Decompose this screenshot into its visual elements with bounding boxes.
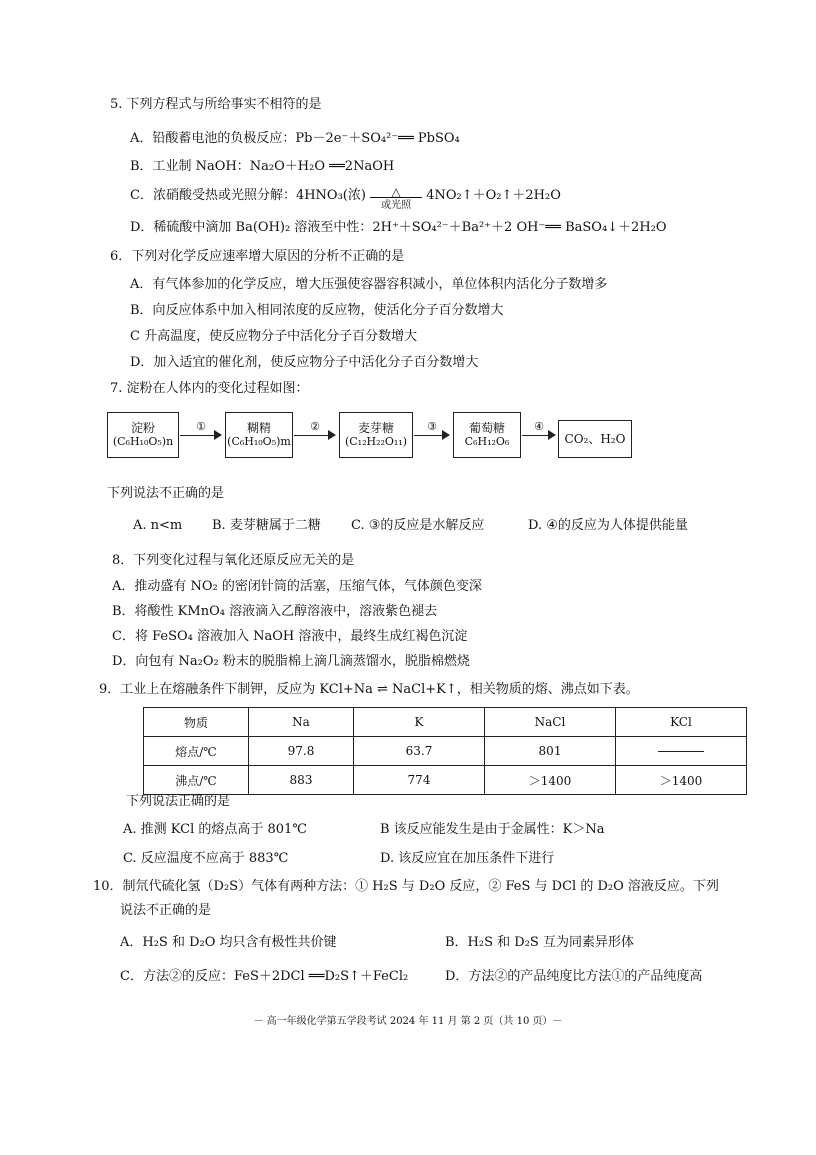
q5-option-c-products: 4NO₂↑＋O₂↑＋2H₂O [426,188,561,203]
table-row [144,737,747,766]
step-label: ① [196,420,206,433]
table-cell-blank [616,737,747,766]
flow-box-name: 麦芽糖 [357,421,394,435]
arrow-shaft [414,435,444,436]
page-footer: － 高一年级化学第五学段考试 2024 年 11 月 第 2 页（共 10 页）－ [253,1016,563,1027]
arrow-shaft [180,435,216,436]
arrow-shaft [522,435,550,436]
q7-option-a: A. n<m [133,518,183,533]
q10-option-c: C．方法②的反应：FeS＋2DCl ══D₂S↑＋FeCl₂ [120,969,409,984]
q5-option-d: D．稀硫酸中滴加 Ba(OH)₂ 溶液至中性：2H⁺＋SO₄²⁻＋Ba²⁺＋2 OH⁻══ BaSO₄↓＋2H₂O [130,220,667,235]
arrow-head-icon [442,430,450,440]
q9-option-c: C. 反应温度不应高于 883℃ [123,851,289,866]
q9-data-table [143,707,747,795]
q9-sub: 下列说法正确的是 [126,794,231,809]
q6-option-a: A．有气体参加的化学反应，增大压强使容器容积减小，单位体积内活化分子数增多 [130,277,608,292]
q10-option-d: D．方法②的产品纯度比方法①的产品纯度高 [445,969,703,984]
table-cell: 801 [485,737,616,766]
q9-option-d: D. 该反应宜在加压条件下进行 [380,851,555,866]
table-cell: 熔点/℃ [144,737,249,766]
table-cell: 97.8 [249,737,354,766]
q6-option-b: B．向反应体系中加入相同浓度的反应物，使活化分子百分数增大 [130,303,504,318]
table-cell: 63.7 [354,737,485,766]
flow-box-formula: (C₆H₁₀O₅)n [112,435,174,448]
table-cell: 沸点/℃ [144,766,249,795]
flow-box-name: 葡萄糖 [468,421,505,435]
table-header-cell: 物质 [144,708,249,737]
q9-stem: 9．工业上在熔融条件下制钾，反应为 KCl+Na ⇌ NaCl+K↑，相关物质的熔、沸点如下表。 [99,682,639,697]
arrow-head-icon [328,430,336,440]
flow-box-formula: C₆H₁₂O₆ [464,435,510,448]
heat-symbol: △ [391,185,401,199]
flow-box-formula: (C₆H₁₀O₅)m [227,435,291,448]
q6-option-c: C 升高温度，使反应物分子中活化分子百分数增大 [130,329,418,344]
table-row [144,766,747,795]
table-cell: ＞1400 [485,766,616,795]
step-label: ④ [534,420,544,433]
q7-option-d: D. ④的反应为人体提供能量 [528,518,688,533]
flow-arrow-4 [522,421,556,445]
flow-box-products [558,420,632,458]
table-header-cell: K [354,708,485,737]
q5-option-a: A．铅酸蓄电池的负极反应：Pb－2e⁻＋SO₄²⁻══ PbSO₄ [130,131,460,146]
arrow-head-icon [214,430,222,440]
arrow-shaft [294,435,330,436]
q5-option-b: B．工业制 NaOH：Na₂O＋H₂O ══2NaOH [130,159,395,174]
q7-option-c: C. ③的反应是水解反应 [351,518,485,533]
light-condition: 或光照 [381,200,412,211]
q9-option-a: A. 推测 KCl 的熔点高于 801℃ [123,822,307,837]
flow-arrow-1 [180,421,222,445]
q9-option-b: B 该反应能发生是由于金属性：K＞Na [380,822,605,837]
flow-arrow-3 [414,421,450,445]
flow-box-name: 糊精 [246,421,271,435]
table-cell: 774 [354,766,485,795]
q5-option-c [130,185,561,211]
q7-stem: 7. 淀粉在人体内的变化过程如图： [110,381,309,396]
step-label: ② [310,420,320,433]
table-header-cell: KCl [616,708,747,737]
flow-box-formula: CO₂、H₂O [564,432,626,446]
table-header-cell: Na [249,708,354,737]
flow-arrow-2 [294,421,336,445]
q10-stem: 10．制氘代硫化氢（D₂S）气体有两种方法：① H₂S 与 D₂O 反应，② FeS 与 DCl 的 D₂O 溶液反应。下列 [93,879,719,894]
q8-option-d: D．向包有 Na₂O₂ 粉末的脱脂棉上滴几滴蒸馏水，脱脂棉燃烧 [112,654,470,669]
q8-option-a: A．推动盛有 NO₂ 的密闭针筒的活塞，压缩气体，气体颜色变深 [112,579,482,594]
q10-stem-cont: 说法不正确的是 [120,903,212,918]
q7-option-b: B. 麦芽糖属于二糖 [212,518,321,533]
q5-stem: 5. 下列方程式与所给事实不相符的是 [110,97,322,112]
blank-line [658,751,704,752]
flow-box-glucose [453,412,521,458]
q7-sub: 下列说法不正确的是 [107,486,225,501]
flow-box-maltose [339,412,413,458]
table-header-cell: NaCl [485,708,616,737]
q10-option-a: A．H₂S 和 D₂O 均只含有极性共价键 [120,935,337,950]
table-header-row [144,708,747,737]
flow-box-starch [107,412,179,458]
q6-option-d: D．加入适宜的催化剂，使反应物分子中活化分子百分数增大 [130,355,479,370]
table-cell: ＞1400 [616,766,747,795]
flow-box-name: 淀粉 [130,421,155,435]
q6-stem: 6．下列对化学反应速率增大原因的分析不正确的是 [110,249,405,264]
reaction-condition [370,185,422,211]
table-cell: 883 [249,766,354,795]
q8-option-b: B．将酸性 KMnO₄ 溶液滴入乙醇溶液中，溶液紫色褪去 [112,604,438,619]
q10-option-b: B．H₂S 和 D₂S 互为同素异形体 [445,935,634,950]
step-label: ③ [427,420,437,433]
q8-option-c: C．将 FeSO₄ 溶液加入 NaOH 溶液中，最终生成红褐色沉淀 [112,629,468,644]
flow-box-dextrin [225,412,293,458]
flow-box-formula: (C₁₂H₂₂O₁₁) [344,435,408,448]
q5-option-c-text: C．浓硝酸受热或光照分解：4HNO₃(浓) [130,188,366,203]
q8-stem: 8．下列变化过程与氧化还原反应无关的是 [112,553,355,568]
arrow-head-icon [548,430,556,440]
